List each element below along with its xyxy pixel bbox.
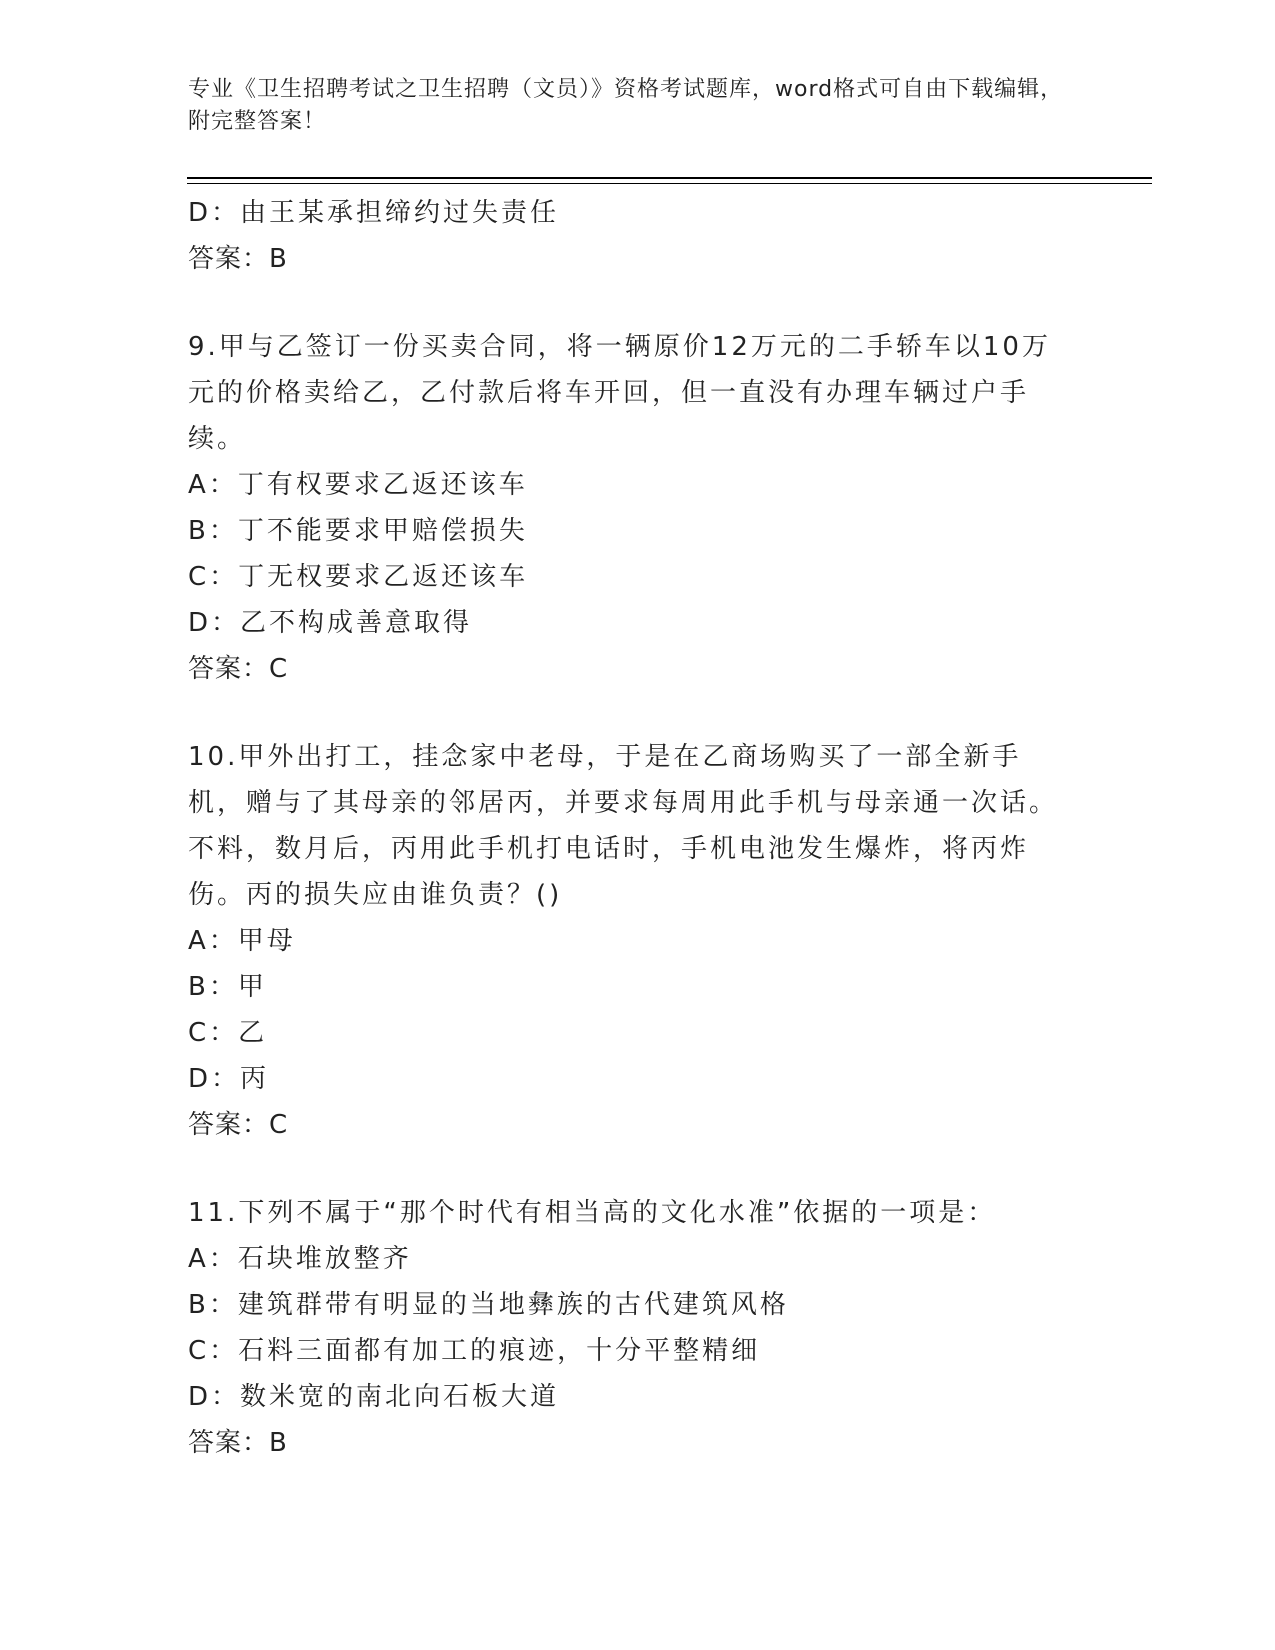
- header-divider-thin: [187, 183, 1152, 184]
- header-divider-thick: [187, 177, 1152, 179]
- question-10-option-c: C：乙: [188, 1018, 268, 1048]
- question-11-text: 11.下列不属于“那个时代有相当高的文化水准”依据的一项是：: [188, 1198, 997, 1228]
- prev-answer: 答案：B: [188, 244, 288, 274]
- question-11-answer: 答案：B: [188, 1428, 288, 1458]
- question-9-answer: 答案：C: [188, 654, 289, 684]
- question-9-text: 9.甲与乙签订一份买卖合同，将一辆原价12万元的二手轿车以10万元的价格卖给乙，乙付款后将车开回，但一直没有办理车辆过户手续。: [188, 332, 1051, 454]
- question-9-option-a: A：丁有权要求乙返还该车: [188, 470, 528, 500]
- question-9-option-c: C：丁无权要求乙返还该车: [188, 562, 529, 592]
- question-content: [188, 190, 1068, 1466]
- document-header: 专业《卫生招聘考试之卫生招聘（文员）》资格考试题库，word格式可自由下载编辑，附完整答案！: [188, 77, 1064, 134]
- question-9-option-d: D：乙不构成善意取得: [188, 608, 473, 638]
- question-10-option-b: B：甲: [188, 972, 267, 1002]
- question-10-answer: 答案：C: [188, 1110, 289, 1140]
- question-11-option-b: B：建筑群带有明显的当地彝族的古代建筑风格: [188, 1290, 789, 1320]
- question-11-option-a: A：石块堆放整齐: [188, 1244, 412, 1274]
- question-11-option-c: C：石料三面都有加工的痕迹，十分平整精细: [188, 1336, 761, 1366]
- question-10-option-a: A：甲母: [188, 926, 296, 956]
- question-9-option-b: B：丁不能要求甲赔偿损失: [188, 516, 528, 546]
- question-10-text: 10.甲外出打工，挂念家中老母，于是在乙商场购买了一部全新手机，赠与了其母亲的邻居丙，并要求每周用此手机与母亲通一次话。不料，数月后，丙用此手机打电话时，手机电池发生爆炸，将丙炸伤。丙的损失应由谁负责？(): [188, 742, 1059, 910]
- question-10-option-d: D：丙: [188, 1064, 270, 1094]
- question-11-option-d: D：数米宽的南北向石板大道: [188, 1382, 560, 1412]
- prev-option-d: D：由王某承担缔约过失责任: [188, 198, 560, 228]
